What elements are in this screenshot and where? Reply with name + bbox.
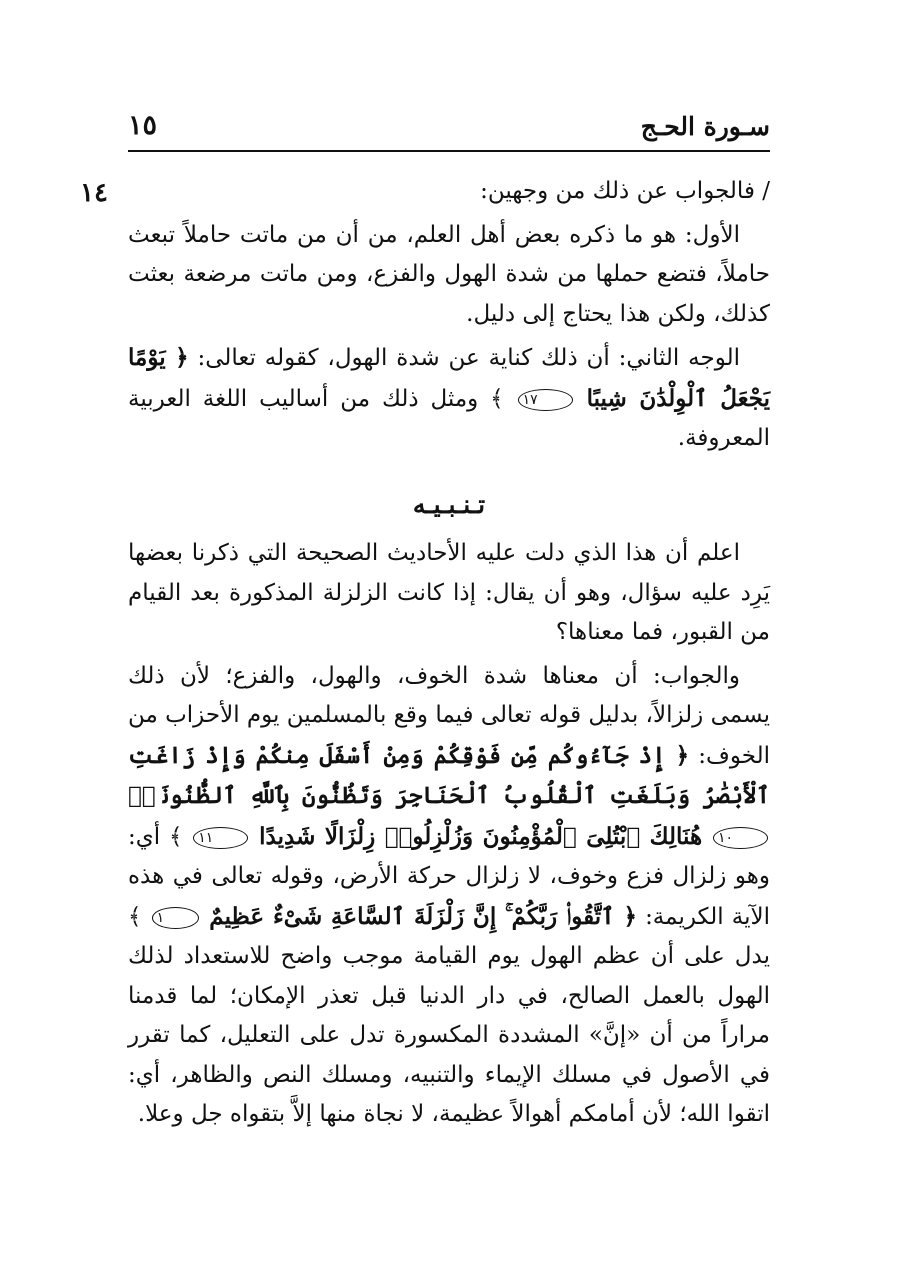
verse-number-marker: ١: [152, 907, 200, 929]
paragraph-text: ﴾ ومثل ذلك من أساليب اللغة العربية المعروفة.: [128, 385, 770, 451]
section-heading: تـنـبـيـه: [412, 489, 486, 519]
verse-number-marker: ١١: [193, 827, 248, 849]
paragraph-text: ﴾ أي: وهو زلزال فزع وخوف، لا زلزال حركة الأرض، وقوله تعالى في هذه الآية الكريمة:: [128, 823, 771, 930]
paragraph-second-view: [128, 338, 770, 459]
paragraph-question: اعلم أن هذا الذي دلت عليه الأحاديث الصحيحة التي ذكرنا بعضها يَرِد عليه سؤال، وهو أن يقال: إذا كانت الزلزلة المذكورة بعد القيام من القبور، فما معناها؟: [128, 540, 770, 645]
quran-verse: ﴿ ٱتَّقُوا۟ رَبَّكُمْ ۚ إِنَّ زَلْزَلَةَ ٱلسَّاعَةِ شَىْءٌ عَظِيمٌ: [209, 902, 637, 930]
page-body: [128, 172, 770, 1139]
paragraph-answer: [128, 657, 770, 1135]
verse-number-marker: ١٧: [518, 389, 573, 411]
quran-verse: ﴿ إِذْ جَآءُوكُم مِّن فَوْقِكُمْ وَمِنْ أَسْفَلَ مِنكُمْ وَإِذْ زَاغَتِ ٱلْأَبْصَٰرُ وَبَلَغَتِ ٱلْقُلُوبُ ٱلْحَنَاجِرَ وَتَظُنُّونَ بِٱللَّهِ ٱلظُّنُونَا۠: [128, 741, 770, 809]
page-number: ١٥: [128, 110, 158, 141]
paragraph-text: والجواب: أن معناها شدة الخوف، والهول، والفزع؛ لأن ذلك يسمى زلزالاً، بدليل قوله تعالى فيما وقع بالمسلمين يوم الأحزاب من الخوف:: [128, 662, 770, 769]
verse-number-marker: ١٠: [713, 827, 768, 849]
paragraph-text: ﴾ يدل على أن عظم الهول يوم القيامة موجب واضح للاستعداد لذلك الهول بالعمل الصالح، في دار الدنيا قبل تعذر الإمكان؛ لما قدمنا مراراً من أن «إنَّ» المشددة المكسورة تدل على التعليل، كما تقرر في الأصول في مسلك الإيماء والتنبيه، ومسلك النص والظاهر، أي: اتقوا الله؛ لأن أمامكم أهوالاً عظيمة، لا نجاة منها إلاَّ بتقواه جل وعلا.: [128, 903, 770, 1127]
margin-page-reference: ١٤: [80, 178, 108, 208]
header-rule: [128, 150, 770, 152]
paragraph-first-view: الأول: هو ما ذكره بعض أهل العلم، من أن من ماتت حاملاً تبعث حاملاً، فتضع حملها من شدة الهول والفزع، ومن ماتت مرضعة بعثت كذلك، ولكن هذا يحتاج إلى دليل.: [128, 221, 770, 327]
paragraph-answer-intro: / فالجواب عن ذلك من وجهين:: [480, 178, 770, 204]
quran-verse: ﴿ يَوْمًا يَجْعَلُ ٱلْوِلْدَٰنَ شِيبًا: [128, 344, 771, 412]
paragraph-text: الوجه الثاني: أن ذلك كناية عن شدة الهول، كقوله تعالى:: [197, 345, 740, 371]
running-title: سـورة الحـج: [640, 112, 770, 141]
page-header: [128, 108, 770, 148]
quran-verse: هُنَالِكَ ٱبْتُلِىَ ٱلْمُؤْمِنُونَ وَزُلْزِلُوا۟ زِلْزَالًا شَدِيدًا: [259, 822, 703, 850]
